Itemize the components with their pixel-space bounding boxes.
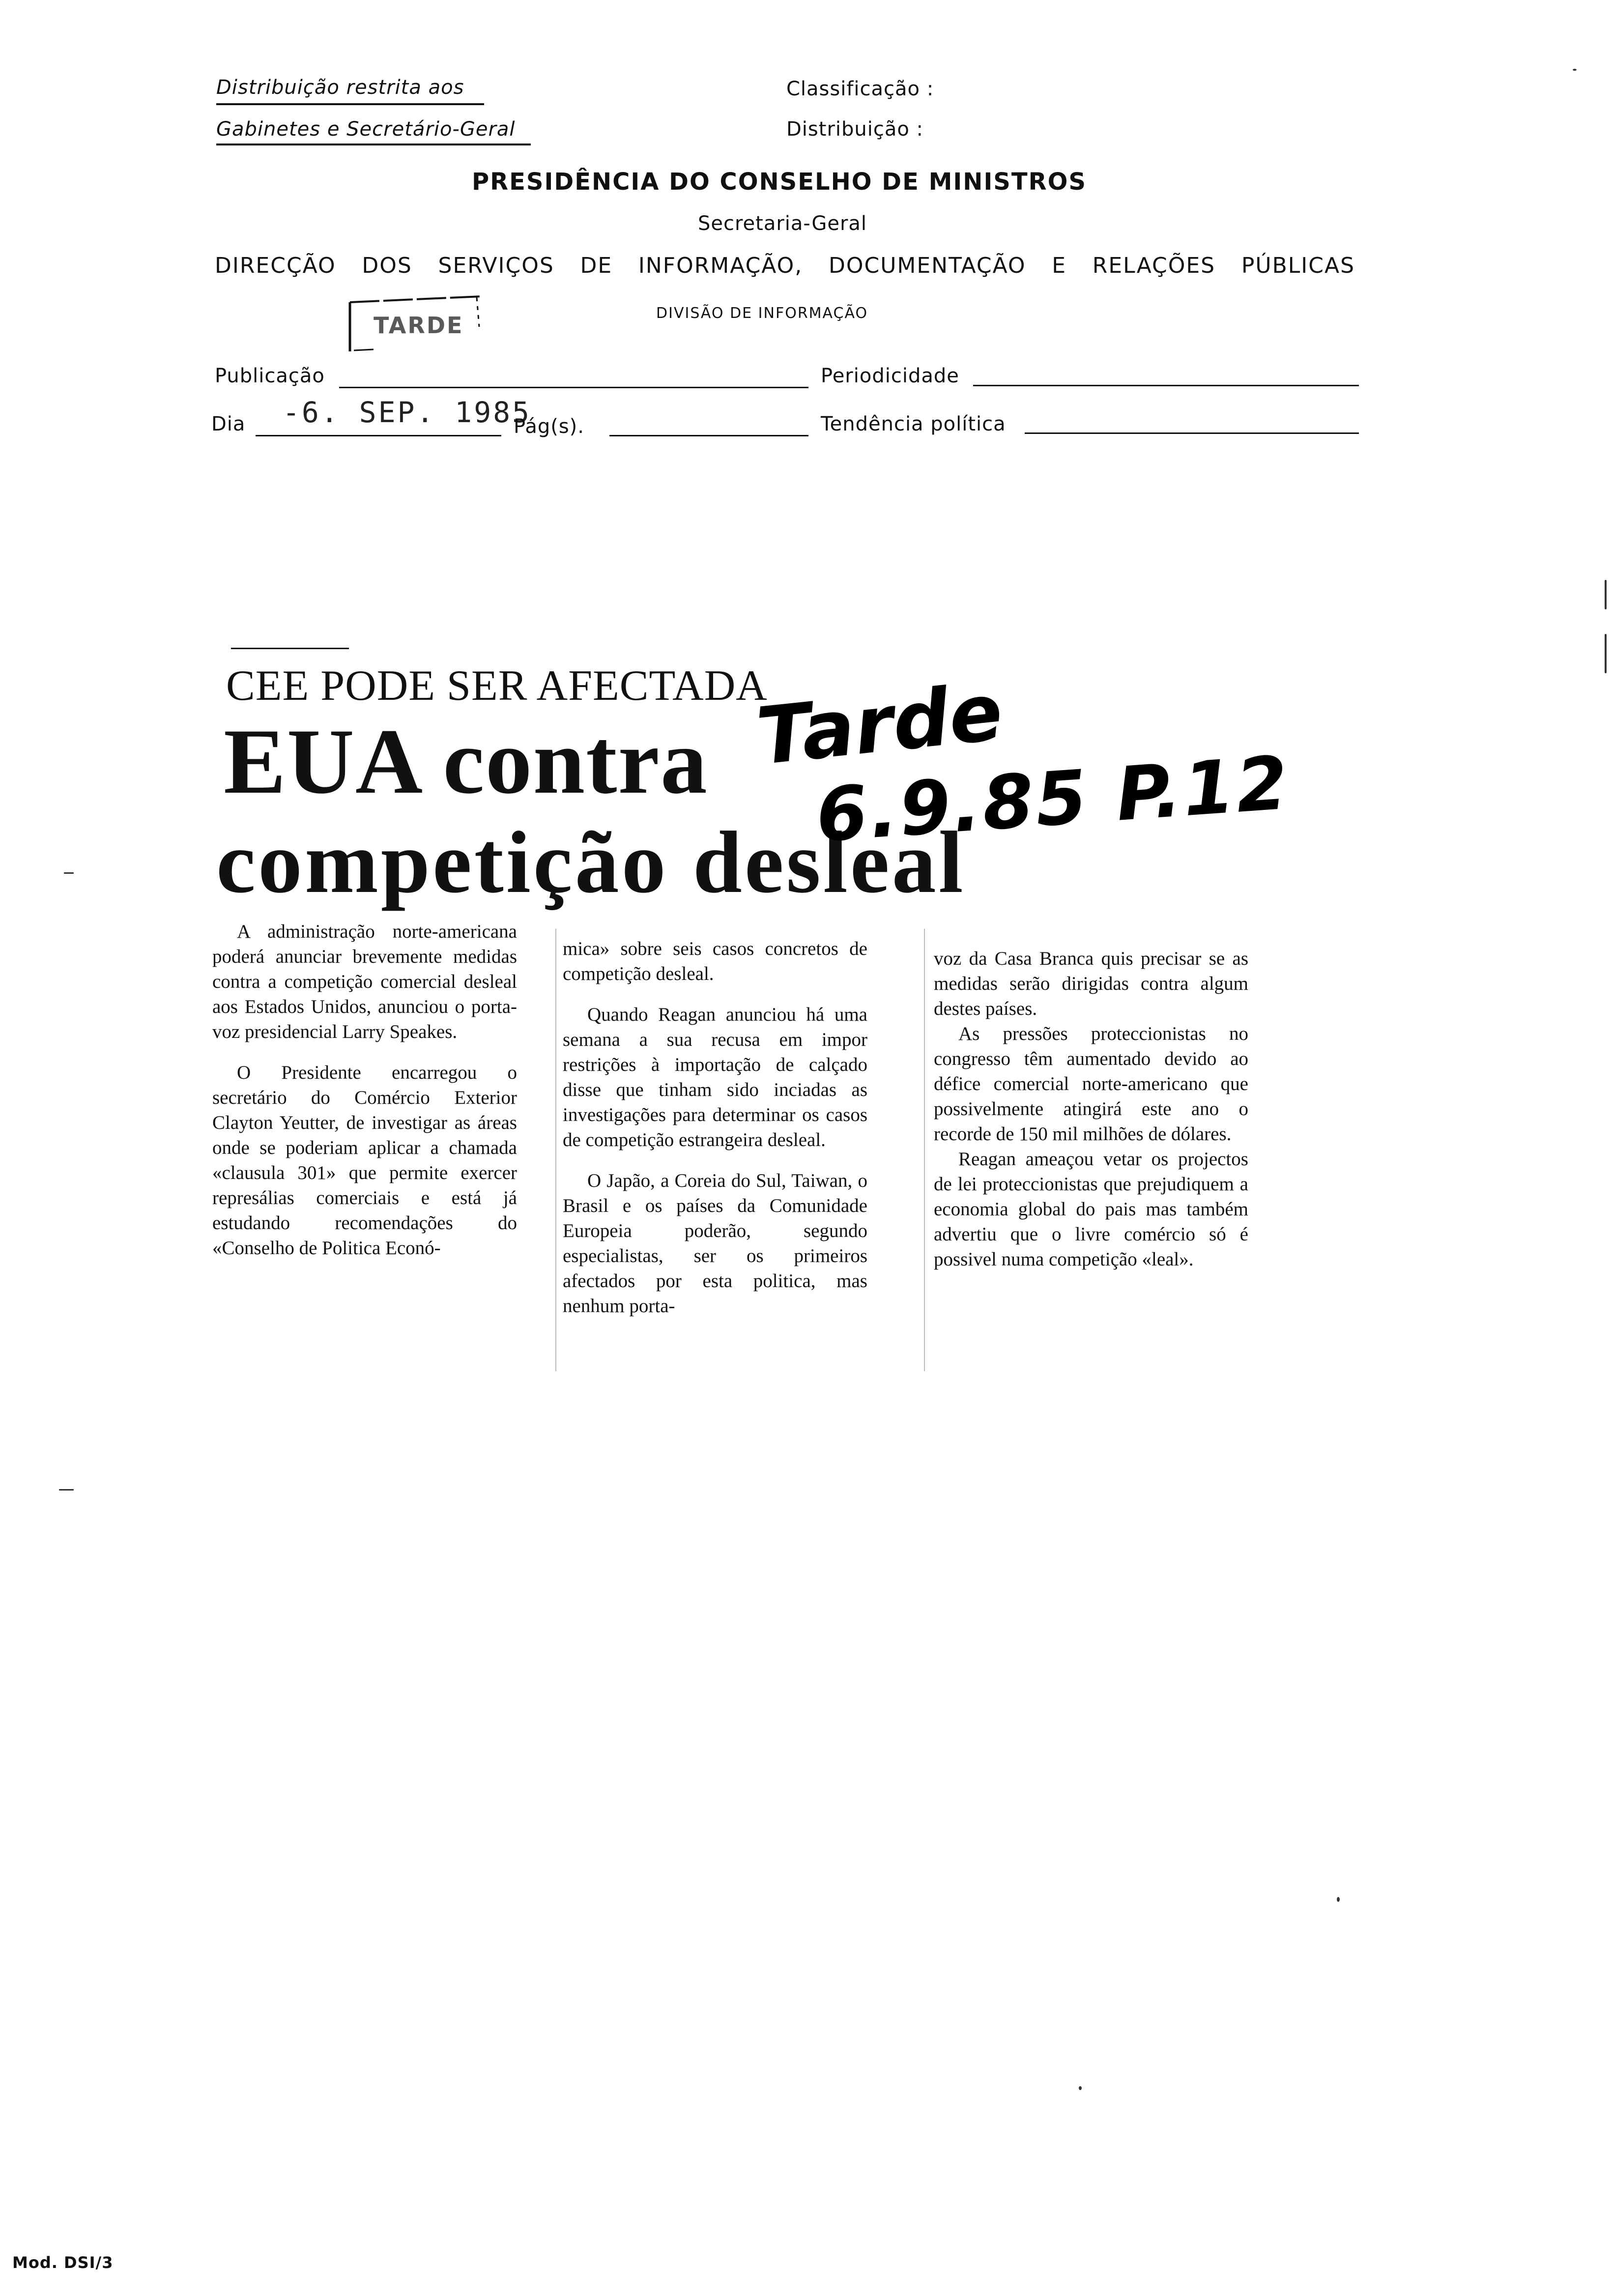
- handwritten-reference: 6.9.85 P.12: [813, 740, 1293, 859]
- article-headline-line1: EUA contra: [224, 710, 708, 813]
- directorate-line: DIRECÇÃO DOS SERVIÇOS DE INFORMAÇÃO, DOCUMENTAÇÃO E RELAÇÕES PÚBLICAS: [215, 253, 1355, 278]
- political-tendency-label: Tendência política: [821, 413, 1006, 435]
- day-field-line: [256, 435, 501, 436]
- scan-speck: [1573, 69, 1577, 71]
- col3-paragraph-3: Reagan ameaçou vetar os projectos de lei proteccionistas que prejudiquem a economia global do pais mas também advertiu que o livre comércio só é possivel numa competição «leal».: [934, 1148, 1248, 1270]
- pages-label: Pág(s).: [514, 415, 584, 438]
- col3-paragraph-1: voz da Casa Branca quis precisar se as medidas serão dirigidas contra algum destes países.: [934, 948, 1248, 1019]
- header-underline-1: [216, 103, 484, 105]
- presidency-title: PRESIDÊNCIA DO CONSELHO DE MINISTROS: [472, 168, 1087, 196]
- header-underline-2: [216, 144, 531, 145]
- publication-stamp: [344, 292, 487, 356]
- periodicity-field-line: [973, 385, 1359, 386]
- pages-field-line: [609, 435, 808, 436]
- day-date-stamp: -6. SEP. 1985: [283, 396, 531, 429]
- col1-paragraph-1: A administração norte-americana poderá anunciar brevemente medidas contra a competição comercial desleal aos Estados Unidos, anunciou o porta-voz presidencial Larry Speakes.: [212, 921, 517, 1042]
- article-top-rule: [231, 648, 349, 649]
- publication-label: Publicação: [215, 365, 325, 387]
- restricted-distribution-line2: Gabinetes e Secretário-Geral: [216, 118, 516, 141]
- column-divider-1: [555, 929, 556, 1371]
- col1-paragraph-2: O Presidente encarregou o secretário do Comércio Exterior Clayton Yeutter, de investigar as áreas onde se poderiam aplicar a chamada «clausula 301» que permite exercer represálias comerciais e está já estudando recomendações do «Conselho de Politica Econó-: [212, 1062, 517, 1259]
- scan-speck: [1605, 634, 1607, 673]
- scan-speck: [1605, 580, 1607, 609]
- column-divider-2: [924, 929, 925, 1371]
- article-headline-line2: competição desleal: [216, 813, 966, 911]
- article-column-3: [934, 946, 1248, 1288]
- article-column-2: [563, 936, 867, 1334]
- scan-speck: [64, 872, 74, 874]
- day-label: Dia: [211, 413, 246, 435]
- scan-speck: [1337, 1897, 1340, 1902]
- handwritten-source: Tarde: [752, 665, 1007, 783]
- col3-paragraph-2: As pressões proteccionistas no congresso têm aumentado devido ao défice comercial norte-americano que possivelmente atingirá este ano o recorde de 150 mil milhões de dólares.: [934, 1023, 1248, 1145]
- distribution-label: Distribuição :: [786, 118, 924, 141]
- col2-paragraph-3: O Japão, a Coreia do Sul, Taiwan, o Brasil e os países da Comunidade Europeia poderão, segundo especialistas, ser os primeiros afectados por esta politica, mas nenhum porta-: [563, 1170, 867, 1317]
- secretariat-subtitle: Secretaria-Geral: [698, 212, 867, 235]
- article-column-1: [212, 919, 517, 1276]
- division-label: DIVISÃO DE INFORMAÇÃO: [656, 305, 868, 322]
- scan-speck: [59, 1489, 74, 1491]
- restricted-distribution-line1: Distribuição restrita aos: [216, 76, 464, 99]
- political-tendency-field-line: [1025, 432, 1359, 434]
- form-model-label: Mod. DSI/3: [12, 2253, 114, 2272]
- periodicity-label: Periodicidade: [821, 365, 959, 387]
- article-kicker: CEE PODE SER AFECTADA: [226, 662, 768, 710]
- col2-paragraph-1: mica» sobre seis casos concretos de competição desleal.: [563, 938, 867, 984]
- publication-field-line: [339, 387, 808, 388]
- col2-paragraph-2: Quando Reagan anunciou há uma semana a sua recusa em impor restrições à importação de calçado disse que tinham sido inciadas as investigações para determinar os casos de competição estrangeira desleal.: [563, 1004, 867, 1150]
- scan-speck: [1079, 2086, 1082, 2090]
- classification-label: Classificação :: [786, 78, 934, 100]
- stamp-text: TARDE: [374, 312, 464, 339]
